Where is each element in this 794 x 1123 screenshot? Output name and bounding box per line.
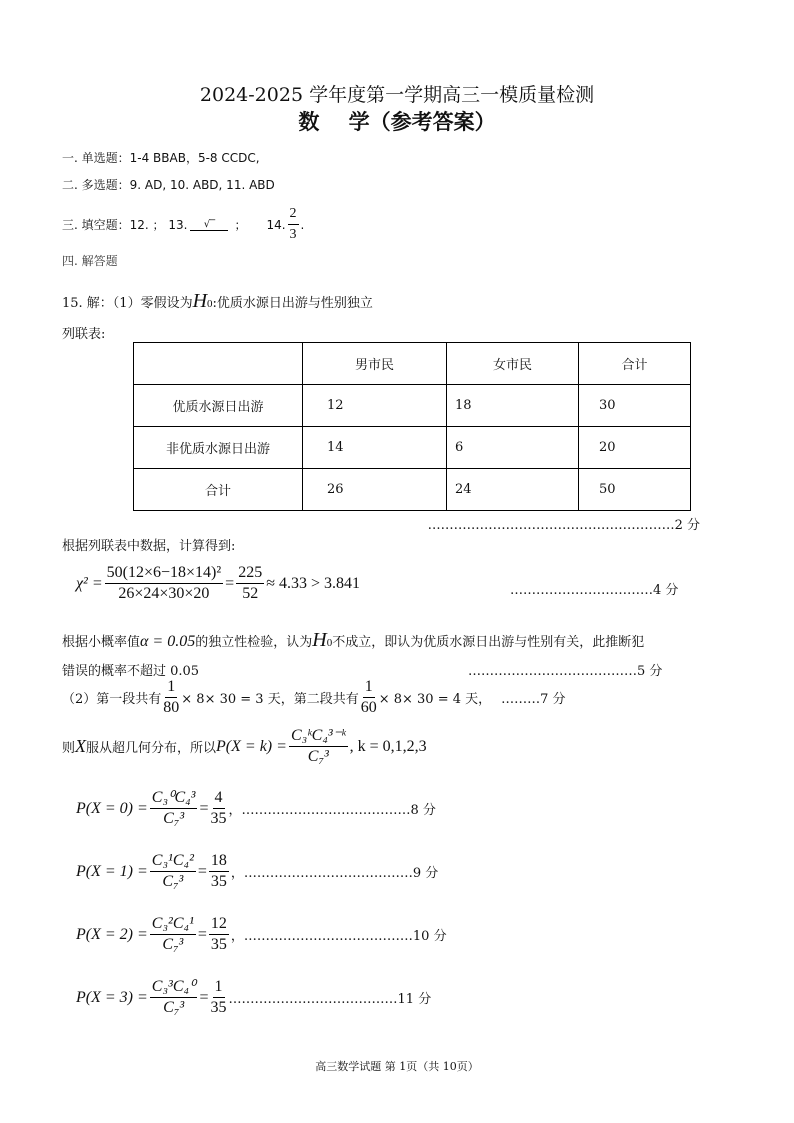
table-row [134,427,691,469]
denominator: C₇³ [163,999,185,1016]
combination-fraction [150,851,196,892]
table-label: 列联表: [62,327,106,342]
row-label: 合计 [134,469,303,511]
numerator: 2 [288,204,299,225]
table-row [134,385,691,427]
denominator: C₇³ [162,936,184,953]
value-fraction [209,914,229,955]
row-label: 优质水源日出游 [134,385,303,427]
denominator: 80 [163,699,180,716]
row-label: 非优质水源日出游 [134,427,303,469]
prob-lhs: P(X = 2) = [76,925,148,943]
h0-subscript: 0 [207,298,213,310]
conclusion-line2: 错误的概率不超过 0.05 [62,664,200,679]
page-subtitle: 数 学（参考答案） [298,110,496,134]
header-cell: 女市民 [447,343,579,385]
text: 不成立，即认为优质水源日出游与性别有关，此推断犯 [332,635,645,650]
q15-intro [62,290,373,313]
denominator: 3 [289,227,297,242]
text: 服从超几何分布，所以 [86,741,217,756]
score-marker: …………………………………9 分 [243,866,439,881]
numerator: 50(12×6−18×14)² [105,563,224,584]
denominator: 26×24×30×20 [118,585,210,602]
fraction [163,677,179,718]
value-fraction [211,788,227,829]
denominator: C₇³ [162,873,184,890]
formula-end: , k = 0,1,2,3 [349,737,427,755]
equals: = [225,574,235,592]
punct: ， [228,803,242,818]
h0-text: :优质水源日出游与性别独立 [212,296,373,311]
page-title: 2024-2025 学年度第一学期高三一模质量检测 [199,84,595,106]
punct: ， [230,929,244,944]
intro-text: 15. 解：（1）零假设为 [62,296,193,311]
combination-fraction [150,914,196,955]
table-row [134,469,691,511]
page-footer: 高三数学试题 第 1页（共 10页） [315,1060,479,1073]
score-marker: …………………………………5 分 [468,664,663,679]
numerator: C₃³C₄⁰ [150,977,198,998]
h0-subscript: 0 [326,637,333,649]
punct: ， [230,866,244,881]
cell: 14 [303,427,447,469]
chi-square-formula [76,563,360,604]
numerator: 4 [213,788,225,809]
conclusion [62,629,644,652]
text: 则 [62,741,76,756]
combination-fraction [150,977,198,1018]
score-marker: …………………………………11 分 [228,992,432,1007]
cell: 20 [579,427,691,469]
cell: 26 [303,469,447,511]
q14-label: 14. [266,217,286,232]
period: . [300,217,305,232]
equals: = [197,925,207,943]
fill-blank-answers [62,204,304,245]
formula-lhs: P(X = k) = [216,737,287,755]
equals: = [199,988,209,1006]
header-cell: 男市民 [303,343,447,385]
single-choice-answers: 一. 单选题：1-4 BBAB，5-8 CCDC, [62,151,260,165]
prob-lhs: P(X = 0) = [76,799,148,817]
text: × 8× 30 = 3 天，第二段共有 [181,692,359,707]
distribution-line [62,726,427,767]
combination-fraction [150,788,198,829]
denominator: 52 [242,585,259,602]
q13-answer: √‾ [190,219,228,231]
denominator: 35 [210,999,227,1016]
numerator: C₃ᵏC₄³⁻ᵏ [289,726,348,747]
header-cell [134,343,303,385]
h0-symbol: H [312,629,327,651]
fraction [361,677,377,718]
text: × 8× 30 = 4 天， [378,692,492,707]
q14-fraction [288,204,299,245]
chi-fraction-2 [236,563,264,604]
chi-result: ≈ 4.33 > 3.841 [266,574,361,592]
cell: 12 [303,385,447,427]
score-marker: …………………………………………………2 分 [427,518,700,533]
prob-lhs: P(X = 3) = [76,988,148,1006]
score-marker: …………………………………10 分 [243,929,447,944]
numerator: 1 [213,977,225,998]
h0-symbol: H [192,290,208,312]
chi-fraction [105,563,224,604]
separator: ； [234,218,247,232]
value-fraction [209,851,229,892]
probability-line [76,788,436,829]
multi-choice-answers: 二. 多选题：9. AD, 10. ABD, 11. ABD [62,178,275,192]
probability-line [76,977,431,1018]
variable-x: X [75,736,87,756]
denominator: C₇³ [307,748,329,765]
equals: = [197,862,207,880]
calc-intro: 根据列联表中数据，计算得到: [62,539,236,554]
section-heading: 四. 解答题 [62,254,118,268]
numerator: 1 [165,677,177,698]
denominator: 60 [360,699,377,716]
cell: 30 [579,385,691,427]
value-fraction [211,977,227,1018]
chi-lhs: χ² = [76,574,103,592]
text: 根据小概率值 [62,635,141,650]
header-cell: 合计 [579,343,691,385]
denominator: 35 [210,873,227,890]
table-header-row [134,343,691,385]
numerator: 225 [236,563,264,584]
numerator: 12 [209,914,229,935]
text: 的独立性检验，认为 [195,635,313,650]
prob-lhs: P(X = 1) = [76,862,148,880]
cell: 50 [579,469,691,511]
score-marker: ……………………………4 分 [510,583,679,598]
numerator: C₃¹C₄² [150,851,196,872]
cell: 24 [447,469,579,511]
score-marker: ………7 分 [501,692,566,707]
numerator: 1 [363,677,375,698]
numerator: C₃⁰C₄³ [150,788,198,809]
probability-line [76,851,438,892]
probability-line [76,914,447,955]
numerator: C₃²C₄¹ [150,914,196,935]
alpha-value: α = 0.05 [140,633,196,650]
score-marker: …………………………………8 分 [241,803,436,818]
contingency-table [133,342,691,511]
denominator: 35 [210,936,227,953]
denominator: 35 [210,810,227,827]
text: （2）第一段共有 [62,692,162,707]
cell: 6 [447,427,579,469]
equals: = [199,799,209,817]
fill-label: 三. 填空题：12. ； 13. [62,218,188,232]
numerator: 18 [209,851,229,872]
cell: 18 [447,385,579,427]
denominator: C₇³ [163,810,185,827]
fraction [289,726,348,767]
part2-line [62,677,566,718]
